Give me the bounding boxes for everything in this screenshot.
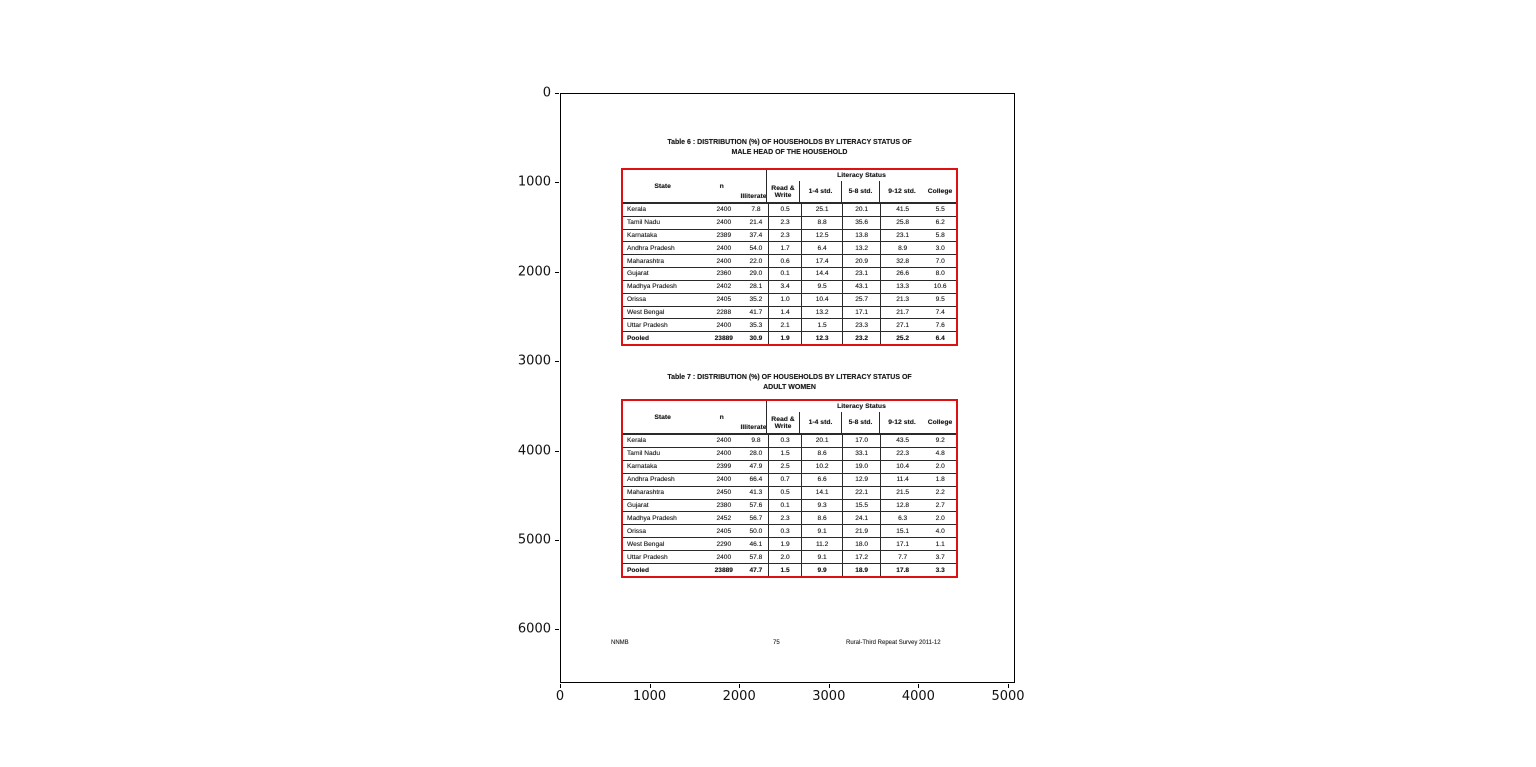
cell-value: 66.4 [744, 474, 770, 486]
cell-value: 47.7 [744, 564, 770, 576]
cell-value: 1.9 [769, 332, 802, 344]
cell-value: 13.3 [896, 283, 910, 291]
cell-value: 20.1 [802, 435, 844, 447]
cell-value: 9.1 [802, 525, 844, 537]
cell-value: 23.3 [843, 319, 881, 331]
cell-value: 12.8 [896, 501, 910, 509]
x-tick-label: 1000 [633, 689, 667, 704]
footer-source-left: NNMB [611, 640, 629, 646]
cell-value: 8.8 [802, 217, 844, 229]
cell-state: Madhya Pradesh [627, 514, 677, 522]
cell-value: 8.6 [802, 448, 844, 460]
x-tick-label: 2000 [722, 689, 756, 704]
cell-state: Gujarat [627, 501, 649, 509]
cell-value: 2405 [716, 296, 732, 304]
cell-value: 17.2 [843, 551, 881, 563]
cell-value: 25.1 [802, 204, 844, 216]
table-row [623, 511, 956, 524]
cell-value: 1.1 [935, 540, 945, 548]
cell-value: 25.2 [896, 334, 910, 342]
cell-value: 9.1 [802, 551, 844, 563]
header-col: 5-8 std. [842, 412, 880, 433]
table6-title [621, 138, 958, 158]
cell-value: 10.6 [933, 283, 947, 291]
header-illiterate: Illiterate [741, 401, 767, 433]
cell-value: 2.1 [769, 319, 802, 331]
table-row [623, 216, 956, 229]
header-col: 9-12 std. [888, 419, 916, 426]
cell-value: 26.6 [896, 270, 910, 278]
cell-value: 1.8 [935, 476, 945, 484]
table-row [623, 434, 956, 447]
cell-value: 6.4 [935, 334, 945, 342]
cell-value: 2400 [716, 219, 732, 227]
cell-value: 17.4 [802, 255, 844, 267]
cell-value: 4.8 [935, 450, 945, 458]
table-row [623, 229, 956, 242]
cell-state: Kerala [627, 206, 647, 214]
cell-value: 17.1 [843, 307, 881, 319]
cell-value: 1.5 [802, 319, 844, 331]
table-row [623, 537, 956, 550]
cell-value: 2400 [716, 437, 732, 445]
cell-value: 41.7 [744, 307, 770, 319]
header-literacy-columns [767, 181, 956, 202]
cell-value: 2400 [716, 321, 732, 329]
cell-value: 3.7 [935, 553, 945, 561]
header-literacy-status: Literacy Status [837, 172, 886, 179]
table-row [623, 486, 956, 499]
y-tick-mark [555, 629, 559, 630]
cell-value: 10.2 [802, 461, 844, 473]
cell-value: 8.6 [802, 512, 844, 524]
cell-value: 21.3 [896, 296, 910, 304]
y-tick-mark [555, 182, 559, 183]
cell-value: 9.3 [802, 500, 844, 512]
cell-value: 2.3 [769, 217, 802, 229]
header-n: n [719, 413, 724, 421]
header-literacy-group [767, 401, 956, 433]
cell-value: 4.0 [935, 527, 945, 535]
table-row [623, 254, 956, 267]
cell-state: West Bengal [627, 540, 665, 548]
cell-value: 22.0 [744, 255, 770, 267]
table-adult-women-literacy [621, 399, 958, 578]
cell-value: 0.5 [769, 204, 802, 216]
cell-value: 3.4 [769, 281, 802, 293]
cell-value: 12.3 [802, 332, 844, 344]
cell-value: 1.4 [769, 307, 802, 319]
cell-value: 1.0 [769, 294, 802, 306]
cell-value: 1.5 [769, 564, 802, 576]
y-tick-label: 4000 [517, 443, 551, 459]
cell-value: 6.3 [898, 514, 908, 522]
header-col: Read & Write [767, 181, 800, 202]
cell-value: 30.9 [744, 332, 770, 344]
cell-value: 24.1 [843, 512, 881, 524]
table-male-head-literacy [621, 168, 958, 346]
cell-value: 57.6 [744, 500, 770, 512]
cell-value: 13.2 [843, 242, 881, 254]
header-col: 1-4 std. [800, 412, 842, 433]
cell-value: 11.4 [896, 476, 909, 484]
cell-value: 2450 [716, 489, 732, 497]
x-tick-label: 3000 [812, 689, 846, 704]
cell-value: 13.8 [843, 230, 881, 242]
cell-value: 25.7 [843, 294, 881, 306]
cell-value: 25.8 [896, 219, 910, 227]
cell-value: 21.5 [896, 489, 910, 497]
cell-value: 1.7 [769, 242, 802, 254]
cell-value: 23889 [714, 334, 733, 342]
cell-state: Tamil Nadu [627, 450, 660, 458]
cell-value: 41.5 [896, 206, 910, 214]
y-tick-label: 6000 [517, 621, 551, 637]
cell-state: Tamil Nadu [627, 219, 660, 227]
cell-value: 35.3 [744, 319, 770, 331]
cell-value: 29.0 [744, 268, 770, 280]
cell-value: 27.1 [896, 321, 910, 329]
cell-value: 2400 [716, 553, 732, 561]
cell-value: 23889 [714, 566, 733, 574]
cell-value: 20.1 [843, 204, 881, 216]
header-col: College [927, 188, 953, 195]
cell-value: 18.9 [843, 564, 881, 576]
cell-value: 21.9 [843, 525, 881, 537]
cell-value: 2.0 [769, 551, 802, 563]
y-tick-label: 1000 [517, 174, 551, 190]
cell-state: Andhra Pradesh [627, 476, 675, 484]
cell-value: 2452 [716, 514, 732, 522]
cell-value: 2288 [716, 308, 732, 316]
cell-value: 2402 [716, 283, 732, 291]
y-tick-mark [555, 272, 559, 273]
cell-value: 43.1 [843, 281, 881, 293]
x-tick-mark [829, 684, 830, 688]
cell-value: 12.5 [802, 230, 844, 242]
table-row [623, 241, 956, 254]
table-row [623, 447, 956, 460]
table-row [623, 267, 956, 280]
table7-title-line2: ADULT WOMEN [763, 384, 816, 391]
cell-value: 9.2 [935, 437, 945, 445]
cell-state: Andhra Pradesh [627, 244, 675, 252]
y-tick-mark [555, 361, 559, 362]
cell-value: 3.3 [935, 566, 945, 574]
cell-value: 46.1 [744, 538, 770, 550]
cell-value: 18.0 [843, 538, 881, 550]
cell-value: 0.6 [769, 255, 802, 267]
footer-page-number: 75 [773, 640, 780, 646]
cell-value: 23.2 [843, 332, 881, 344]
cell-state: Uttar Pradesh [627, 553, 668, 561]
cell-value: 2400 [716, 206, 732, 214]
cell-value: 19.0 [843, 461, 881, 473]
header-col: 5-8 std. [842, 181, 880, 202]
cell-state: Pooled [627, 334, 649, 342]
cell-value: 0.3 [769, 435, 802, 447]
cell-value: 13.2 [802, 307, 844, 319]
cell-value: 23.1 [896, 232, 910, 240]
y-tick-label: 3000 [517, 353, 551, 369]
cell-value: 2.7 [935, 501, 945, 509]
cell-value: 12.9 [843, 474, 881, 486]
header-col: 9-12 std. [888, 188, 916, 195]
cell-value: 15.5 [843, 500, 881, 512]
y-tick-label: 2000 [517, 264, 551, 280]
cell-value: 10.4 [896, 463, 910, 471]
cell-value: 2380 [716, 501, 732, 509]
cell-value: 2.0 [935, 463, 945, 471]
y-tick-mark [555, 451, 559, 452]
cell-value: 2290 [716, 540, 732, 548]
cell-value: 35.6 [843, 217, 881, 229]
table7-title-line1: Table 7 : DISTRIBUTION (%) OF HOUSEHOLDS BY LITERACY STATUS OF [667, 374, 912, 381]
cell-value: 1.9 [769, 538, 802, 550]
table-row [623, 306, 956, 319]
x-tick-mark [560, 684, 561, 688]
cell-value: 5.8 [935, 232, 945, 240]
cell-value: 2.5 [769, 461, 802, 473]
scanned-document-page [561, 94, 1016, 684]
cell-value: 8.0 [935, 270, 945, 278]
cell-value: 2.0 [935, 514, 945, 522]
cell-value: 2399 [716, 463, 732, 471]
table-row [623, 499, 956, 512]
cell-value: 2400 [716, 257, 732, 265]
cell-value: 2.2 [935, 489, 945, 497]
header-literacy-group [767, 170, 956, 202]
cell-value: 28.0 [744, 448, 770, 460]
cell-value: 43.5 [896, 437, 910, 445]
cell-value: 2.3 [769, 230, 802, 242]
cell-value: 0.5 [769, 487, 802, 499]
table7-title [621, 373, 958, 393]
cell-state: Maharashtra [627, 489, 665, 497]
y-tick-mark [555, 540, 559, 541]
x-tick-mark [739, 684, 740, 688]
cell-state: Karnataka [627, 232, 658, 240]
cell-value: 22.3 [896, 450, 910, 458]
table-row [623, 460, 956, 473]
cell-value: 3.0 [935, 244, 945, 252]
cell-value: 0.3 [769, 525, 802, 537]
cell-state: Gujarat [627, 270, 649, 278]
x-tick-label: 5000 [991, 689, 1025, 704]
cell-value: 7.0 [935, 257, 945, 265]
footer-survey-name: Rural-Third Repeat Survey 2011-12 [846, 640, 941, 646]
table-row [623, 550, 956, 563]
table-header [623, 401, 956, 434]
cell-value: 5.5 [935, 206, 945, 214]
cell-value: 41.3 [744, 487, 770, 499]
cell-value: 6.4 [802, 242, 844, 254]
cell-value: 11.2 [802, 538, 844, 550]
table-row [623, 524, 956, 537]
cell-state: Madhya Pradesh [627, 283, 677, 291]
cell-state: Orissa [627, 527, 647, 535]
cell-value: 2400 [716, 244, 732, 252]
header-n: n [719, 182, 724, 190]
x-tick-mark [918, 684, 919, 688]
table-row [623, 293, 956, 306]
cell-value: 54.0 [744, 242, 770, 254]
cell-value: 9.5 [935, 296, 945, 304]
cell-value: 1.5 [769, 448, 802, 460]
table-row [623, 203, 956, 216]
cell-state: Kerala [627, 437, 647, 445]
cell-value: 17.8 [896, 566, 910, 574]
cell-value: 7.8 [744, 204, 770, 216]
cell-value: 20.9 [843, 255, 881, 267]
x-tick-mark [650, 684, 651, 688]
cell-value: 56.7 [744, 512, 770, 524]
cell-value: 21.4 [744, 217, 770, 229]
table-row [623, 473, 956, 486]
cell-value: 14.4 [802, 268, 844, 280]
header-literacy-columns [767, 412, 956, 433]
cell-value: 14.1 [802, 487, 844, 499]
cell-value: 6.2 [935, 219, 945, 227]
cell-value: 6.6 [802, 474, 844, 486]
cell-value: 2400 [716, 450, 732, 458]
cell-value: 32.8 [896, 257, 910, 265]
table-row [623, 563, 956, 576]
cell-value: 7.6 [935, 321, 945, 329]
table6-title-line1: Table 6 : DISTRIBUTION (%) OF HOUSEHOLDS BY LITERACY STATUS OF [667, 139, 912, 146]
cell-value: 0.1 [769, 268, 802, 280]
cell-value: 57.8 [744, 551, 770, 563]
x-tick-mark [1008, 684, 1009, 688]
x-tick-label: 4000 [901, 689, 935, 704]
y-tick-label: 5000 [517, 532, 551, 548]
cell-value: 33.1 [843, 448, 881, 460]
cell-value: 7.7 [898, 553, 908, 561]
cell-value: 37.4 [744, 230, 770, 242]
cell-state: Pooled [627, 566, 649, 574]
cell-value: 2389 [716, 232, 732, 240]
cell-value: 17.1 [896, 540, 910, 548]
cell-state: West Bengal [627, 308, 665, 316]
cell-value: 9.9 [802, 564, 844, 576]
cell-value: 21.7 [896, 308, 910, 316]
cell-value: 0.1 [769, 500, 802, 512]
cell-value: 28.1 [744, 281, 770, 293]
table-row [623, 318, 956, 331]
header-col: College [927, 419, 953, 426]
cell-state: Uttar Pradesh [627, 321, 668, 329]
header-col: 1-4 std. [800, 181, 842, 202]
cell-value: 8.9 [898, 244, 908, 252]
table6-title-line2: MALE HEAD OF THE HOUSEHOLD [731, 149, 848, 156]
header-state: State [654, 182, 671, 190]
y-tick-label: 0 [542, 85, 551, 101]
cell-value: 2400 [716, 476, 732, 484]
cell-state: Maharashtra [627, 257, 665, 265]
x-tick-label: 0 [555, 689, 565, 704]
cell-value: 17.0 [843, 435, 881, 447]
cell-value: 35.2 [744, 294, 770, 306]
header-literacy-status: Literacy Status [837, 403, 886, 410]
plot-axes [560, 93, 1015, 683]
cell-value: 22.1 [843, 487, 881, 499]
cell-state: Karnataka [627, 463, 658, 471]
header-illiterate: Illiterate [741, 170, 767, 202]
header-col: Read & Write [767, 412, 800, 433]
cell-value: 47.9 [744, 461, 770, 473]
y-tick-mark [555, 93, 559, 94]
cell-value: 15.1 [896, 527, 910, 535]
table-row [623, 331, 956, 344]
cell-value: 9.5 [802, 281, 844, 293]
cell-value: 23.1 [843, 268, 881, 280]
cell-value: 2405 [716, 527, 732, 535]
cell-value: 7.4 [935, 308, 945, 316]
cell-value: 9.8 [744, 435, 770, 447]
cell-value: 0.7 [769, 474, 802, 486]
cell-state: Orissa [627, 296, 647, 304]
cell-value: 50.0 [744, 525, 770, 537]
table-header [623, 170, 956, 203]
cell-value: 2.3 [769, 512, 802, 524]
cell-value: 10.4 [802, 294, 844, 306]
cell-value: 2360 [716, 270, 732, 278]
table-row [623, 280, 956, 293]
header-state: State [654, 413, 671, 421]
